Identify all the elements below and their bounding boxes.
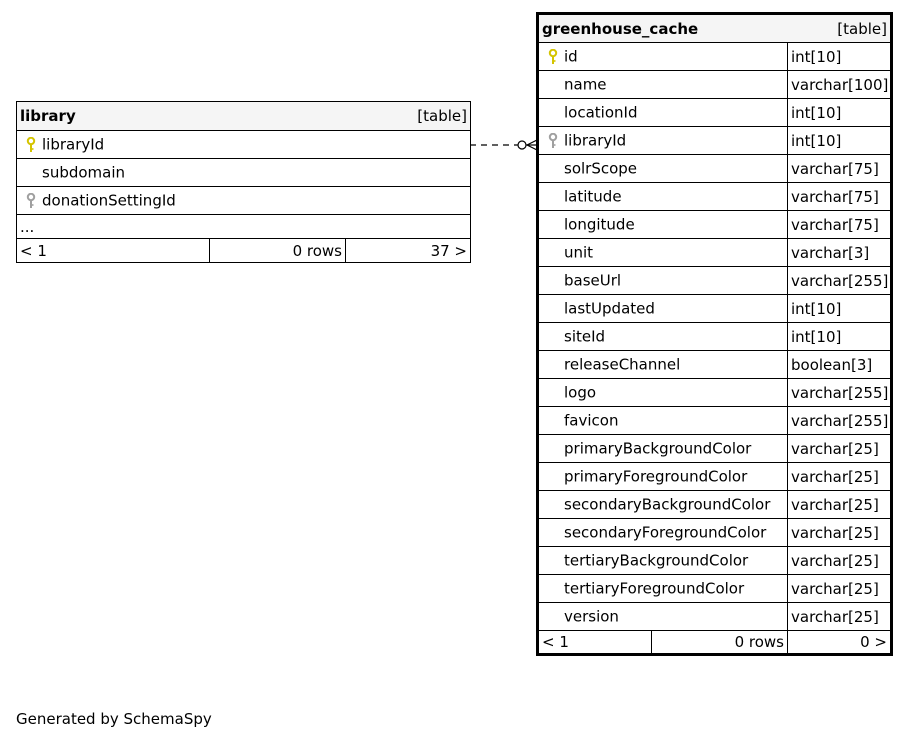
column-type: varchar[3] [788,239,892,267]
column-type: varchar[25] [788,575,892,603]
column-type: boolean[3] [788,351,892,379]
child-count: 0 > [788,631,892,655]
primary-key-icon [542,49,564,65]
greenhouse-cache-table[interactable] [536,12,893,656]
column-name: tertiaryForegroundColor [564,579,745,598]
column-row[interactable] [538,575,892,603]
table-name: greenhouse_cache [542,19,699,38]
column-name: baseUrl [564,271,622,290]
greenhouse-cache-header [538,14,892,43]
column-row[interactable] [538,323,892,351]
column-name: libraryId [42,135,105,154]
column-name: lastUpdated [564,299,655,318]
table-kind: [table] [837,19,887,38]
column-type: int[10] [788,99,892,127]
column-name: id [564,47,578,66]
column-row[interactable] [538,43,892,71]
table-kind: [table] [417,107,467,125]
column-name: donationSettingId [42,191,176,210]
column-row[interactable] [538,407,892,435]
column-row[interactable] [17,131,471,159]
column-row[interactable] [538,267,892,295]
column-row[interactable] [538,239,892,267]
column-name: locationId [564,103,638,122]
row-count: 0 rows [210,239,346,263]
foreign-key-icon [20,193,42,209]
column-type: varchar[25] [788,435,892,463]
column-name: unit [564,243,594,262]
column-row[interactable] [538,379,892,407]
column-type: varchar[75] [788,211,892,239]
column-type: int[10] [788,43,892,71]
column-row[interactable] [538,211,892,239]
column-row[interactable] [538,435,892,463]
column-row[interactable] [538,547,892,575]
column-type: varchar[75] [788,155,892,183]
column-name: primaryBackgroundColor [564,439,752,458]
foreign-key-icon [542,133,564,149]
library-table[interactable] [16,101,471,263]
column-row[interactable] [17,159,471,187]
library-footer [17,239,471,263]
column-name: secondaryForegroundColor [564,523,767,542]
column-type: varchar[25] [788,547,892,575]
column-name: solrScope [564,159,638,178]
column-type: varchar[25] [788,491,892,519]
more-columns-row [17,215,471,239]
parent-count: < 1 [17,239,210,263]
row-count: 0 rows [652,631,788,655]
column-row[interactable] [538,99,892,127]
column-row[interactable] [17,187,471,215]
column-row[interactable] [538,491,892,519]
column-name: subdomain [42,163,126,182]
column-name: primaryForegroundColor [564,467,748,486]
column-type: varchar[25] [788,519,892,547]
column-row[interactable] [538,127,892,155]
column-name: latitude [564,187,622,206]
column-name: secondaryBackgroundColor [564,495,771,514]
column-row[interactable] [538,603,892,631]
column-row[interactable] [538,519,892,547]
column-name: logo [564,383,597,402]
primary-key-icon [20,137,42,153]
generated-by-label: Generated by SchemaSpy [16,710,212,728]
column-name: siteId [564,327,606,346]
column-row[interactable] [538,155,892,183]
column-name: libraryId [564,131,627,150]
column-type: varchar[255] [788,407,892,435]
column-name: name [564,75,607,94]
column-type: int[10] [788,295,892,323]
column-row[interactable] [538,295,892,323]
column-row[interactable] [538,71,892,99]
column-row[interactable] [538,183,892,211]
column-type: varchar[255] [788,379,892,407]
column-type: varchar[255] [788,267,892,295]
column-type: varchar[75] [788,183,892,211]
table-name: library [20,107,76,125]
library-header [17,102,471,131]
column-name: version [564,607,619,626]
column-type: varchar[25] [788,603,892,631]
edge-zero-marker [518,141,526,149]
column-type: varchar[25] [788,463,892,491]
column-name: longitude [564,215,635,234]
column-name: tertiaryBackgroundColor [564,551,749,570]
column-row[interactable] [538,351,892,379]
column-type: varchar[100] [788,71,892,99]
column-type: int[10] [788,127,892,155]
column-row[interactable] [538,463,892,491]
column-type: int[10] [788,323,892,351]
column-name: releaseChannel [564,355,681,374]
more-columns-ellipsis: ... [20,217,35,236]
child-count: 37 > [346,239,471,263]
parent-count: < 1 [538,631,652,655]
greenhouse-cache-footer [538,631,892,655]
column-name: favicon [564,411,619,430]
